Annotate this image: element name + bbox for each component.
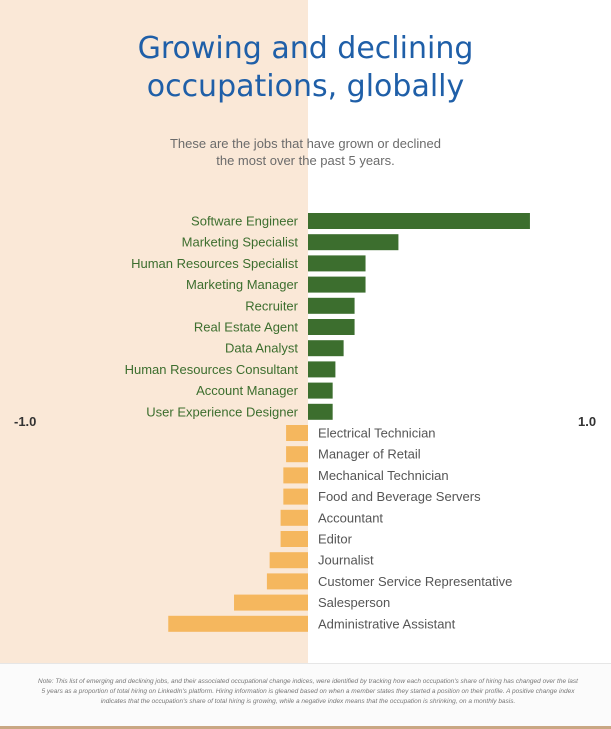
bar-4: [308, 298, 355, 314]
bar-11: [286, 446, 308, 462]
bar-10: [286, 425, 308, 441]
category-label-4: Recruiter: [245, 298, 298, 314]
category-label-14: Accountant: [318, 510, 384, 526]
category-label-5: Real Estate Agent: [193, 319, 298, 335]
category-label-6: Data Analyst: [225, 340, 298, 356]
category-label-3: Marketing Manager: [186, 277, 298, 293]
bar-0: [308, 213, 530, 229]
category-label-11: Manager of Retail: [318, 446, 421, 462]
bar-7: [308, 361, 335, 377]
category-label-13: Food and Beverage Servers: [318, 489, 481, 505]
category-label-2: Human Resources Specialist: [131, 255, 298, 271]
axis-max-label: 1.0: [578, 414, 597, 429]
category-label-9: User Experience Designer: [146, 404, 298, 420]
bar-16: [270, 552, 308, 568]
bar-15: [281, 531, 308, 547]
category-label-19: Administrative Assistant: [318, 616, 456, 632]
category-label-0: Software Engineer: [191, 213, 298, 229]
bar-2: [308, 255, 366, 271]
category-label-18: Salesperson: [318, 595, 391, 611]
bar-14: [281, 510, 308, 526]
bar-19: [168, 616, 308, 632]
bar-18: [234, 595, 308, 611]
bar-17: [267, 573, 308, 589]
page-title: Growing and declining occupations, globally: [137, 31, 474, 104]
category-label-16: Journalist: [318, 552, 374, 568]
category-label-15: Editor: [318, 531, 352, 547]
category-label-1: Marketing Specialist: [181, 234, 298, 250]
bar-1: [308, 234, 398, 250]
footer: [0, 663, 611, 729]
category-label-12: Mechanical Technician: [318, 467, 449, 483]
axis-min-label: -1.0: [14, 414, 37, 429]
footnote: Note: This list of emerging and declining jobs, and their associated occupational change indices, were identified by tracking how each occupation's share of hiring has changed over the last 5 years as a proportion of total hiring on LinkedIn's platform. Hiring information is gleaned based on when a member states they started a position on their profile. A positive change index indicates that the occupation's share of total hiring is growing, while a negative index means that the occupation is shrinking, on a monthly basis.: [38, 678, 578, 705]
bar-8: [308, 383, 333, 399]
bar-5: [308, 319, 355, 335]
bar-6: [308, 340, 344, 356]
category-label-8: Account Manager: [196, 383, 298, 399]
category-label-17: Customer Service Representative: [318, 573, 513, 589]
bar-9: [308, 404, 333, 420]
bar-13: [283, 489, 308, 505]
category-label-7: Human Resources Consultant: [124, 361, 298, 377]
page-subtitle: These are the jobs that have grown or declined the most over the past 5 years.: [169, 136, 441, 168]
bar-3: [308, 277, 366, 293]
category-label-10: Electrical Technician: [318, 425, 436, 441]
bar-12: [283, 467, 308, 483]
